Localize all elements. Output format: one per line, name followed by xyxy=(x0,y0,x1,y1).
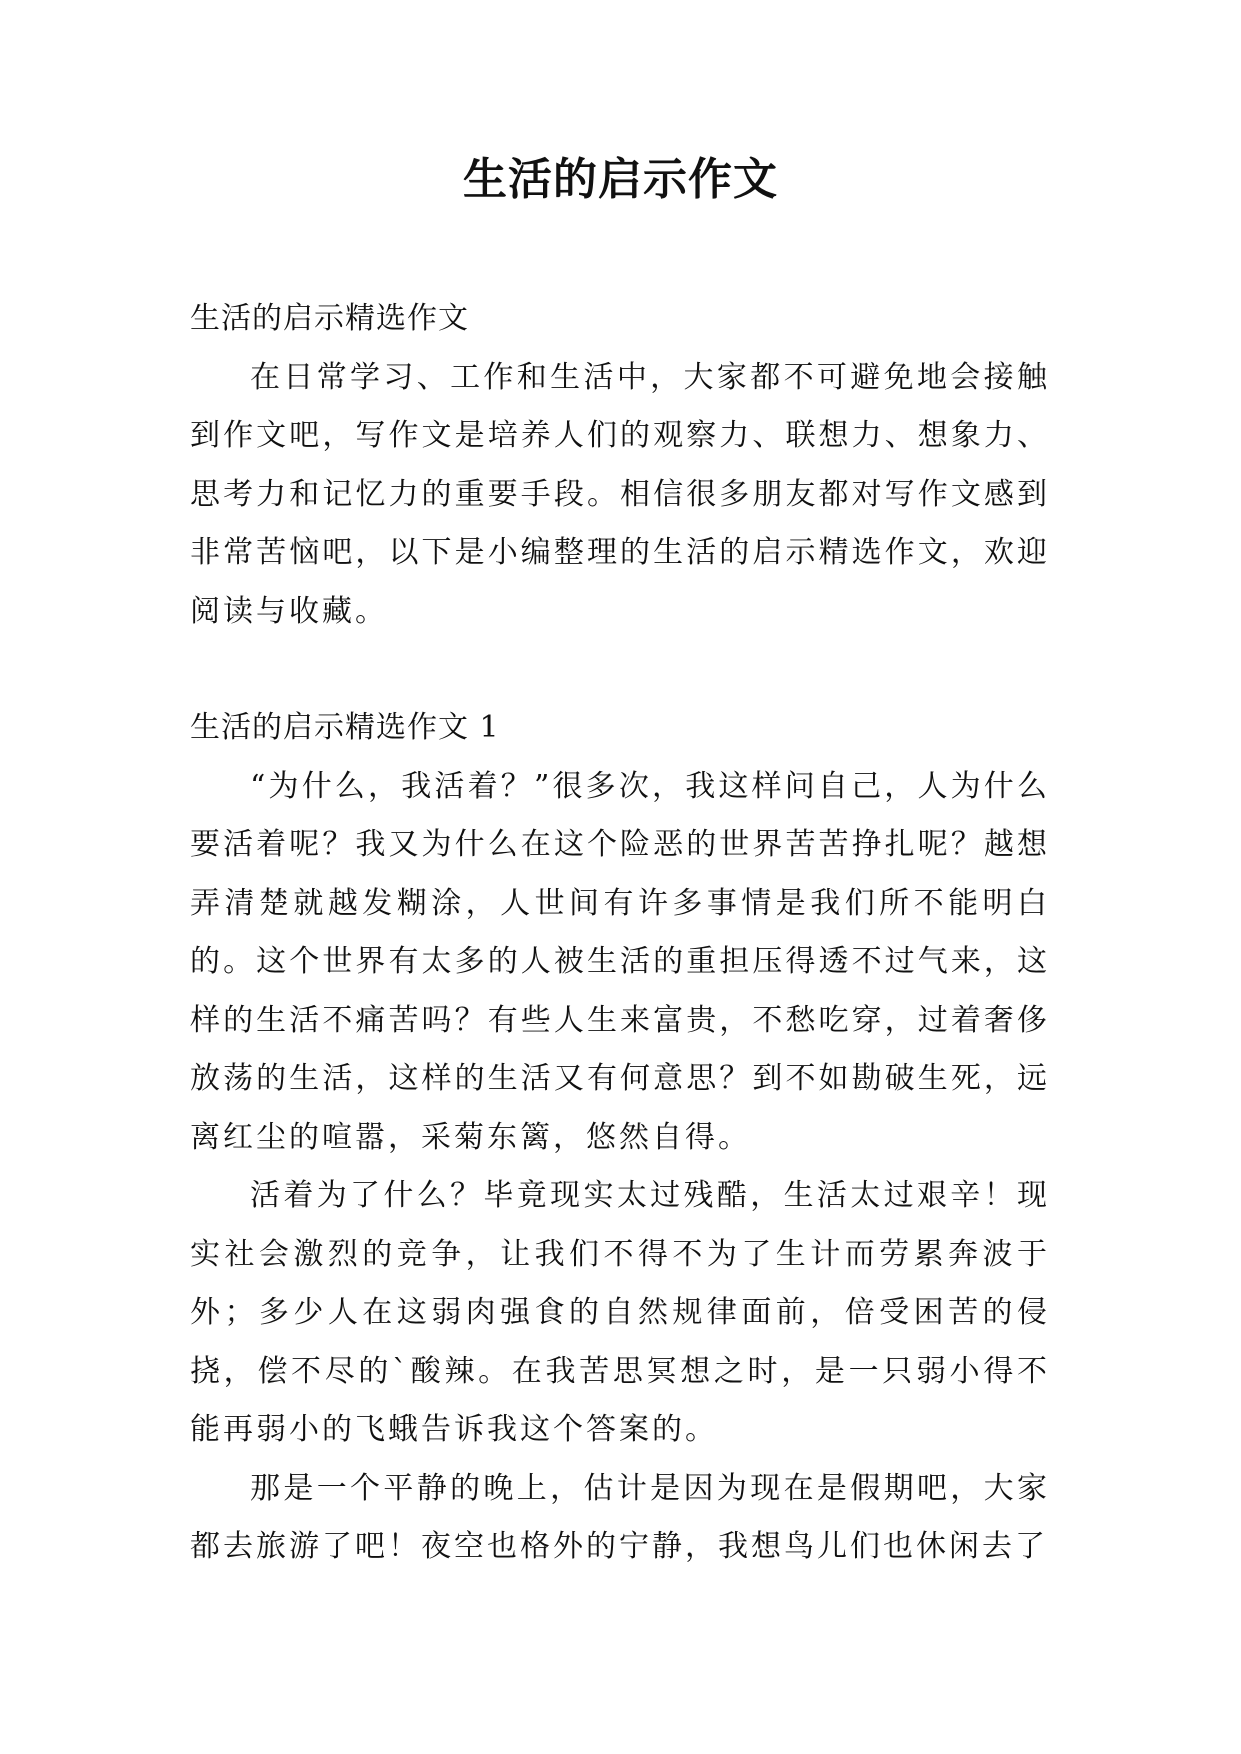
document-body xyxy=(190,290,1050,1577)
section-gap xyxy=(190,641,1050,699)
essay1-heading: 生活的启示精选作文 1 xyxy=(190,710,500,745)
essay1-paragraph-3: 那是一个平静的晚上，估计是因为现在是假期吧，大家都去旅游了吧！夜空也格外的宁静，我想鸟儿们也休闲去了 xyxy=(190,1470,1050,1564)
essay1-paragraph-2: 活着为了什么？毕竟现实太过残酷，生活太过艰辛！现实社会激烈的竞争，让我们不得不为了生计而劳累奔波于外；多少人在这弱肉强食的自然规律面前，倍受困苦的侵挠，偿不尽的`酸辣。在我苦思冥想之时，是一只弱小得不能再弱小的飞蛾告诉我这个答案的。 xyxy=(190,1178,1050,1447)
intro-heading: 生活的启示精选作文 xyxy=(190,301,469,336)
document-title: 生活的启示作文 xyxy=(463,154,778,205)
intro-paragraph: 在日常学习、工作和生活中，大家都不可避免地会接触到作文吧，写作文是培养人们的观察力、联想力、想象力、思考力和记忆力的重要手段。相信很多朋友都对写作文感到非常苦恼吧，以下是小编整理的生活的启示精选作文，欢迎阅读与收藏。 xyxy=(190,359,1050,629)
essay1-paragraph-1: “为什么，我活着？”很多次，我这样问自己，人为什么要活着呢？我又为什么在这个险恶的世界苦苦挣扎呢？越想弄清楚就越发糊涂，人世间有许多事情是我们所不能明白的。这个世界有太多的人被生活的重担压得透不过气来，这样的生活不痛苦吗？有些人生来富贵，不愁吃穿，过着奢侈放荡的生活，这样的生活又有何意思？到不如勘破生死，远离红尘的喧嚣，采菊东篱，悠然自得。 xyxy=(190,768,1050,1155)
